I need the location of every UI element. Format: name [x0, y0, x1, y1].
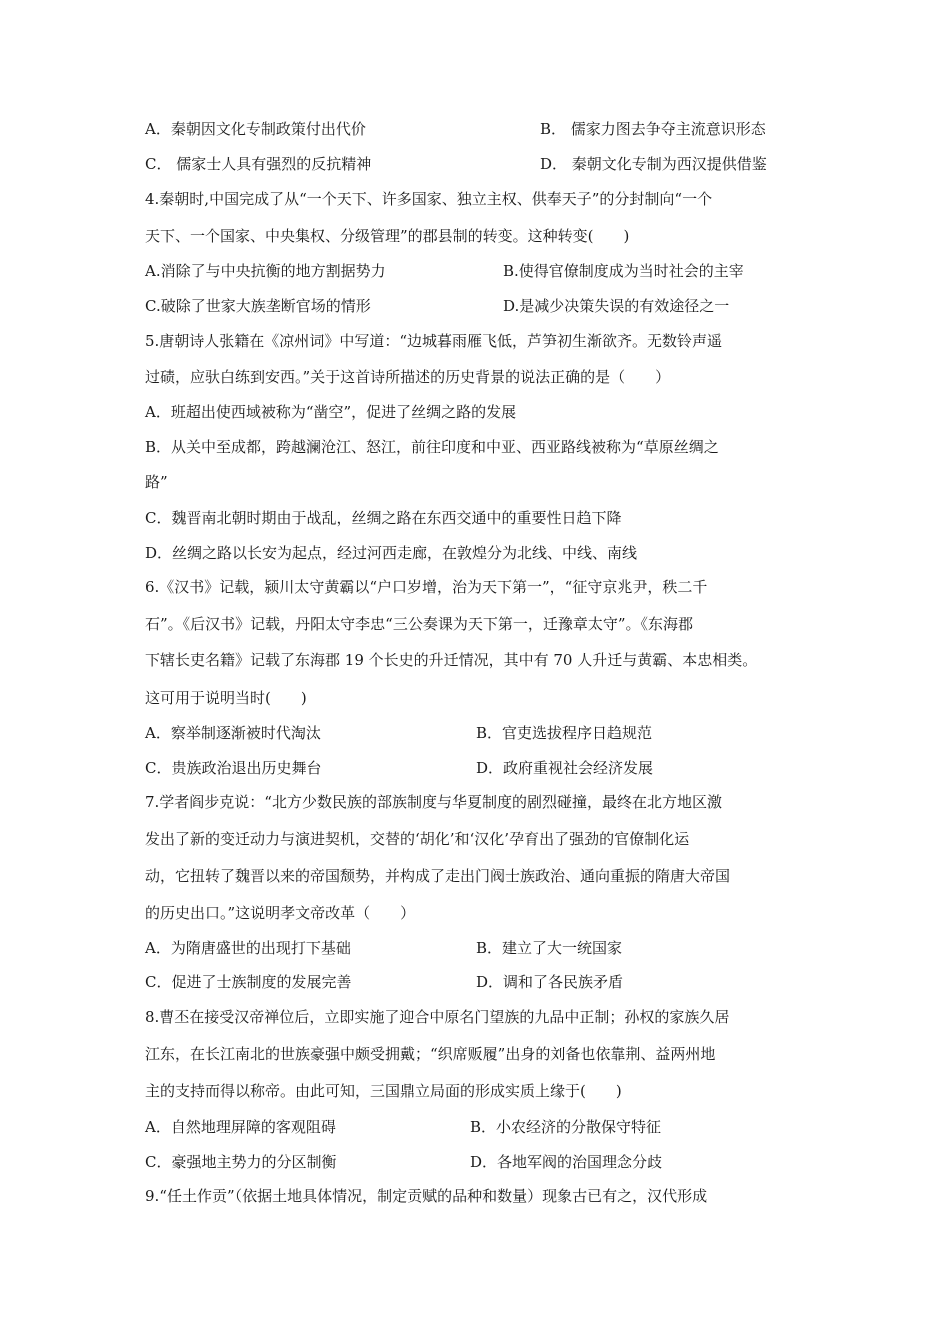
q6-stem-line-4: 这可用于说明当时( ) [145, 689, 307, 707]
q3-option-c: C． 儒家士人具有强烈的反抗精神 [145, 155, 372, 173]
q4-stem-line-1: 4.秦朝时,中国完成了从“一个天下、许多国家、独立主权、供奉天子”的分封制向“一个 [145, 190, 713, 208]
q6-option-d: D．政府重视社会经济发展 [476, 759, 654, 777]
q6-option-c: C．贵族政治退出历史舞台 [145, 759, 322, 777]
q7-option-b: B．建立了大一统国家 [476, 939, 623, 957]
q5-option-b-cont: 路” [145, 473, 168, 491]
q8-stem-line-3: 主的支持而得以称帝。由此可知，三国鼎立局面的形成实质上缘于( ) [145, 1082, 622, 1100]
q7-option-d: D．调和了各民族矛盾 [476, 973, 624, 991]
q4-option-a: A.消除了与中央抗衡的地方割据势力 [145, 262, 386, 280]
q5-stem-line-2: 过碛，应驮白练到安西。”关于这首诗所描述的历史背景的说法正确的是（ ） [145, 368, 671, 386]
q3-option-a: A．秦朝因文化专制政策付出代价 [145, 120, 366, 138]
q3-option-d: D． 秦朝文化专制为西汉提供借鉴 [540, 155, 767, 173]
q5-option-b: B．从关中至成都，跨越澜沧江、怒江，前往印度和中亚、西亚路线被称为“草原丝绸之 [145, 438, 719, 456]
q7-option-c: C．促进了士族制度的发展完善 [145, 973, 352, 991]
q6-option-b: B．官吏选拔程序日趋规范 [476, 724, 653, 742]
q8-option-b: B．小农经济的分散保守特征 [470, 1118, 662, 1136]
q8-stem-line-1: 8.曹丕在接受汉帝禅位后，立即实施了迎合中原名门望族的九品中正制；孙权的家族久居 [145, 1008, 730, 1026]
q4-option-c: C.破除了世家大族垄断官场的情形 [145, 297, 371, 315]
q6-option-a: A．察举制逐渐被时代淘汰 [145, 724, 321, 742]
q7-option-a: A．为隋唐盛世的出现打下基础 [145, 939, 351, 957]
q6-stem-line-3: 下辖长吏名籍》记载了东海郡 19 个长史的升迁情况，其中有 70 人升迁与黄霸、本忠相类。 [145, 651, 758, 669]
q9-stem-line-1: 9.“任土作贡”（依据土地具体情况，制定贡赋的品种和数量）现象古已有之，汉代形成 [145, 1187, 708, 1205]
q8-option-a: A．自然地理屏障的客观阻碍 [145, 1118, 336, 1136]
q4-option-b: B.使得官僚制度成为当时社会的主宰 [503, 262, 744, 280]
q7-stem-line-2: 发出了新的变迁动力与演进契机，交替的‘胡化’和‘汉化’孕育出了强劲的官僚制化运 [145, 830, 690, 848]
q7-stem-line-1: 7.学者阎步克说：“北方少数民族的部族制度与华夏制度的剧烈碰撞，最终在北方地区激 [145, 793, 722, 811]
q4-option-d: D.是减少决策失误的有效途径之一 [503, 297, 730, 315]
q5-option-d: D．丝绸之路以长安为起点，经过河西走廊，在敦煌分为北线、中线、南线 [145, 544, 638, 562]
q4-stem-line-2: 天下、一个国家、中央集权、分级管理”的郡县制的转变。这种转变( ) [145, 227, 630, 245]
q3-option-b: B． 儒家力图去争夺主流意识形态 [540, 120, 766, 138]
q5-option-c: C．魏晋南北朝时期由于战乱，丝绸之路在东西交通中的重要性日趋下降 [145, 509, 622, 527]
q7-stem-line-4: 的历史出口。”这说明孝文帝改革（ ） [145, 904, 416, 922]
q8-stem-line-2: 江东，在长江南北的世族豪强中颇受拥戴；“织席贩履”出身的刘备也依靠荆、益两州地 [145, 1045, 716, 1063]
q5-stem-line-1: 5.唐朝诗人张籍在《凉州词》中写道：“边城暮雨雁飞低，芦笋初生渐欲齐。无数铃声遥 [145, 332, 722, 350]
q6-stem-line-1: 6.《汉书》记载，颍川太守黄霸以“户口岁增，治为天下第一”，“征守京兆尹，秩二千 [145, 578, 708, 596]
q6-stem-line-2: 石”。《后汉书》记载，丹阳太守李忠“三公奏课为天下第一，迁豫章太守”。《东海郡 [145, 615, 694, 633]
q7-stem-line-3: 动，它扭转了魏晋以来的帝国颓势，并构成了走出门阀士族政治、通向重振的隋唐大帝国 [145, 867, 731, 885]
q8-option-c: C．豪强地主势力的分区制衡 [145, 1153, 337, 1171]
q5-option-a: A．班超出使西域被称为“凿空”，促进了丝绸之路的发展 [145, 403, 517, 421]
q8-option-d: D．各地军阀的治国理念分歧 [470, 1153, 663, 1171]
